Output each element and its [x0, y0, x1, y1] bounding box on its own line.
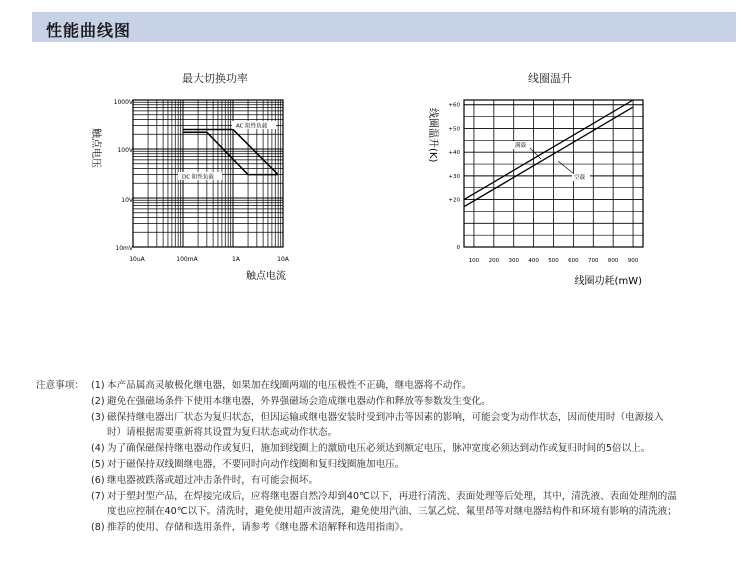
c2-xtick: 300 — [508, 258, 519, 264]
c2-grid — [464, 100, 643, 247]
c2-ylabel: 线圈温升(K) — [427, 108, 438, 163]
c2-ytick: +50 — [448, 126, 460, 133]
c2-no-load-annotation: 空载 — [574, 175, 586, 181]
c2-full-load-annotation: 满载 — [515, 143, 527, 149]
note-number: (6) — [91, 474, 105, 486]
c2-ytick: 0 — [456, 245, 460, 251]
note-item-4 — [36, 441, 736, 457]
note-item-7 — [36, 489, 736, 521]
c2-xlabel: 线圈功耗(mW) — [574, 276, 642, 287]
c2-full-load-curve — [464, 100, 633, 200]
c1-xtick-100ma: 100mA — [176, 256, 198, 263]
c2-ytick: +20 — [448, 197, 460, 204]
c2-xtick: 200 — [488, 258, 500, 264]
note-text: 避免在强磁场条件下使用本继电器，外界强磁场会造成继电器动作和释放等参数发生变化。 — [107, 395, 491, 407]
c1-ac-annotation: AC 阻性负载 — [236, 123, 268, 130]
section-header — [32, 12, 736, 42]
note-text: 为了确保磁保持继电器动作或复归，施加到线圈上的激励电压必须达到额定电压，脉冲宽度必须达到动作或复归时间的5倍以上。 — [107, 443, 651, 455]
c1-ytick-100v: 100V — [117, 147, 133, 154]
c1-xtick-10ua: 10uA — [129, 256, 145, 263]
note-text: 对于塑封型产品，在焊接完成后，应将继电器自然冷却到40℃以下，再进行清洗、表面处理等后处理，其中，清洗液、表面处理剂的温 — [107, 490, 677, 502]
note-text: 继电器被跌落或超过冲击条件时，有可能会损坏。 — [107, 474, 319, 486]
c2-yticks — [448, 103, 460, 251]
note-number: (5) — [91, 458, 105, 470]
c1-ylabel: 触点电压 — [90, 128, 101, 168]
note-item-2 — [36, 394, 736, 410]
c2-xticks — [469, 258, 639, 264]
c2-xtick: 800 — [607, 258, 619, 264]
c2-empty-leader — [558, 161, 574, 174]
note-item-8 — [36, 520, 736, 536]
c2-xtick: 700 — [588, 258, 599, 264]
note-number: (8) — [91, 522, 105, 534]
note-number: (4) — [91, 443, 105, 455]
c1-dc-annotation: DC 阻性负载 — [182, 174, 214, 181]
c1-ytick-1000v: 1000V — [113, 99, 133, 106]
c1-ytick-10v: 10V — [121, 197, 133, 204]
c2-ytick: +30 — [448, 173, 460, 180]
note-text: 对于磁保持双线圈继电器，不要同时向动作线圈和复归线圈施加电压。 — [107, 458, 405, 470]
note-text: 推荐的使用、存储和选用条件，请参考《继电器术语解释和选用指南》。 — [107, 522, 410, 534]
note-number: (2) — [91, 395, 105, 407]
note-item-6 — [36, 473, 736, 489]
c1-xlabel: 触点电流 — [246, 271, 286, 282]
note-item-5 — [36, 457, 736, 473]
notes-label: 注意事项： — [36, 380, 84, 391]
c2-ytick: +40 — [448, 150, 460, 157]
chart2-title: 线圈温升 — [528, 72, 572, 85]
c2-xtick: 400 — [528, 258, 539, 264]
note-item-3 — [36, 410, 736, 442]
note-text-continued: 度也应控制在40℃以下。清洗时，避免使用超声波清洗，避免使用汽油、三氯乙烷、氟里昂等对继电器结构件和环境有影响的清洗液； — [107, 506, 677, 518]
c2-xtick: 100 — [468, 258, 480, 264]
note-text: 磁保持继电器出厂状态为复归状态，但因运输或继电器安装时受到冲击等因素的影响，可能会变为动作状态，因而使用时（电源接入 — [107, 411, 664, 423]
note-text: 本产品属高灵敏极化继电器，如果加在线圈两端的电压极性不正确，继电器将不动作。 — [107, 380, 472, 391]
note-text-continued: 时）请根据需要重新将其设置为复归状态或动作状态。 — [107, 427, 338, 439]
c1-ytick-10mv: 10mV — [115, 245, 133, 252]
notes-section — [36, 378, 736, 536]
chart1-title: 最大切换功率 — [182, 72, 248, 85]
c2-curves — [464, 100, 633, 207]
coil-temperature-chart — [420, 88, 660, 298]
c2-xtick: 600 — [568, 258, 579, 264]
max-switching-power-chart — [80, 88, 320, 288]
c1-xtick-10a: 10A — [277, 256, 289, 263]
c2-ytick: +60 — [448, 102, 460, 109]
note-number: (7) — [91, 490, 105, 502]
note-number: (3) — [91, 411, 105, 423]
c1-xtick-1a: 1A — [232, 256, 240, 263]
c2-xtick: 500 — [548, 258, 559, 264]
note-item-1 — [36, 378, 736, 394]
note-number: (1) — [91, 380, 105, 391]
c2-xtick: 900 — [627, 258, 639, 264]
c2-no-load-curve — [464, 107, 633, 207]
section-title: 性能曲线图 — [46, 21, 132, 40]
